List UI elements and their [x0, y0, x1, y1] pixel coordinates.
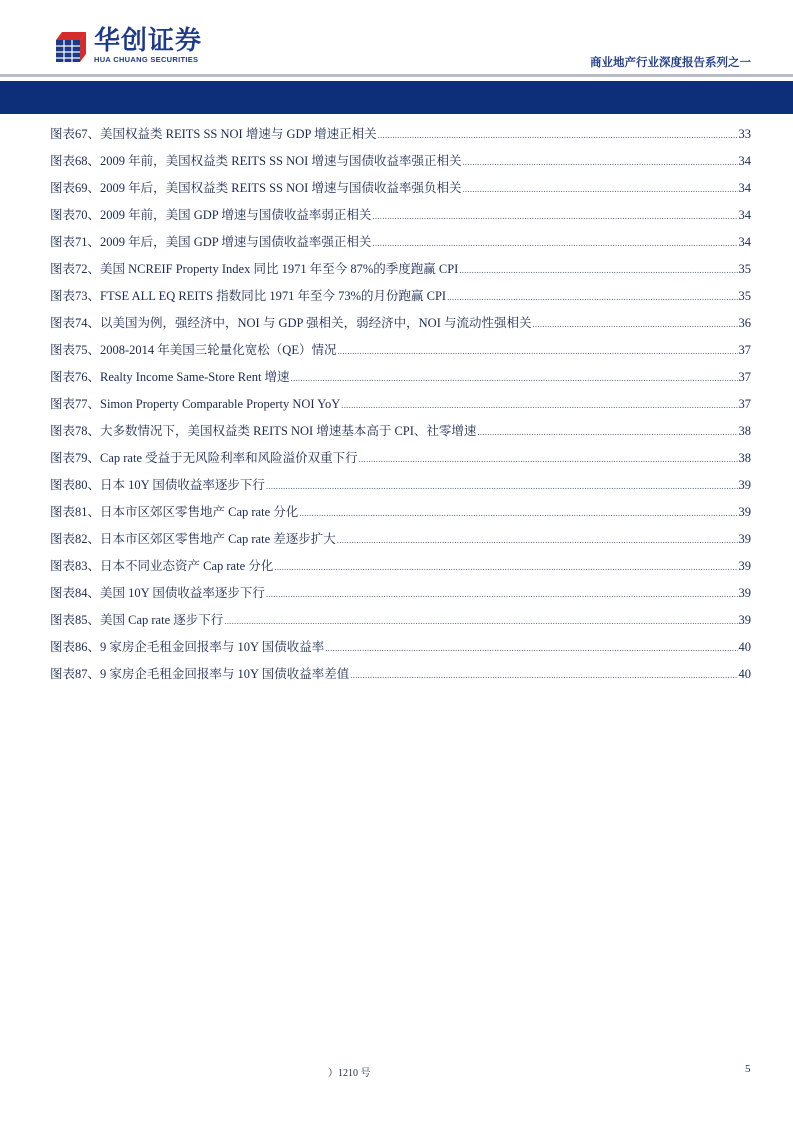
toc-entry[interactable]: [50, 313, 751, 340]
toc-entry-title: 图表86、9 家房企毛租金回报率与 10Y 国债收益率: [50, 640, 325, 654]
toc-entry-title: 图表67、美国权益类 REITS SS NOI 增速与 GDP 增速正相关: [50, 127, 377, 141]
toc-entry-title: 图表77、Simon Property Comparable Property NOI YoY: [50, 397, 341, 411]
toc-entry-title: 图表78、大多数情况下，美国权益类 REITS NOI 增速基本高于 CPI、社零增速: [50, 424, 477, 438]
toc-entry[interactable]: [50, 475, 751, 502]
footer-issue-number: ）1210 号: [328, 1068, 371, 1079]
toc-leader: [325, 643, 737, 653]
toc-entry-page: 34: [738, 208, 751, 222]
toc-entry-page: 34: [738, 181, 751, 195]
toc-leader: [224, 616, 737, 626]
toc-entry[interactable]: [50, 286, 751, 313]
toc-entry[interactable]: [50, 394, 751, 421]
toc-entry-title: 图表73、FTSE ALL EQ REITS 指数同比 1971 年至今 73%的月份跑赢 CPI: [50, 289, 447, 303]
toc-leader: [477, 427, 737, 437]
toc-entry-page: 34: [738, 235, 751, 249]
table-of-figures: [50, 124, 751, 691]
toc-entry-page: 38: [738, 424, 751, 438]
toc-entry-title: 图表82、日本市区郊区零售地产 Cap rate 差逐步扩大: [50, 532, 336, 546]
cube-logo-icon: [52, 26, 90, 64]
toc-leader: [299, 508, 737, 518]
toc-entry[interactable]: [50, 448, 751, 475]
toc-entry-title: 图表85、美国 Cap rate 逐步下行: [50, 613, 224, 627]
toc-entry-title: 图表75、2008-2014 年美国三轮量化宽松（QE）情况: [50, 343, 337, 357]
toc-entry-page: 39: [738, 559, 751, 573]
toc-entry-title: 图表79、Cap rate 受益于无风险利率和风险溢价双重下行: [50, 451, 358, 465]
toc-entry[interactable]: [50, 583, 751, 610]
toc-leader: [378, 130, 738, 140]
toc-entry-title: 图表81、日本市区郊区零售地产 Cap rate 分化: [50, 505, 299, 519]
toc-entry[interactable]: [50, 502, 751, 529]
toc-leader: [337, 535, 738, 545]
toc-entry-page: 39: [738, 613, 751, 627]
toc-entry[interactable]: [50, 421, 751, 448]
toc-leader: [341, 400, 737, 410]
toc-leader: [337, 346, 737, 356]
toc-entry[interactable]: [50, 610, 751, 637]
toc-entry-page: 35: [738, 262, 751, 276]
toc-entry-page: 39: [738, 505, 751, 519]
toc-entry-title: 图表83、日本不同业态资产 Cap rate 分化: [50, 559, 274, 573]
toc-entry-title: 图表80、日本 10Y 国债收益率逐步下行: [50, 478, 265, 492]
toc-leader: [447, 292, 737, 302]
toc-entry-title: 图表74、以美国为例，强经济中，NOI 与 GDP 强相关，弱经济中，NOI 与流动性强相关: [50, 316, 532, 330]
toc-entry-page: 39: [738, 586, 751, 600]
toc-entry-page: 34: [738, 154, 751, 168]
toc-leader: [459, 265, 737, 275]
toc-leader: [266, 481, 738, 491]
toc-entry-page: 37: [738, 397, 751, 411]
toc-entry-title: 图表87、9 家房企毛租金回报率与 10Y 国债收益率差值: [50, 667, 350, 681]
toc-entry-page: 36: [738, 316, 751, 330]
toc-entry-page: 37: [738, 343, 751, 357]
toc-leader: [266, 589, 738, 599]
toc-entry-title: 图表84、美国 10Y 国债收益率逐步下行: [50, 586, 265, 600]
toc-entry[interactable]: [50, 556, 751, 583]
toc-entry[interactable]: [50, 178, 751, 205]
header-band: [0, 81, 793, 114]
toc-entry[interactable]: [50, 340, 751, 367]
toc-entry[interactable]: [50, 367, 751, 394]
toc-entry-page: 40: [738, 667, 751, 681]
toc-entry-title: 图表72、美国 NCREIF Property Index 同比 1971 年至今 87%的季度跑赢 CPI: [50, 262, 459, 276]
toc-entry-page: 39: [738, 478, 751, 492]
toc-entry-page: 40: [738, 640, 751, 654]
page-header: [0, 0, 793, 118]
toc-leader: [372, 238, 737, 248]
page-number: 5: [745, 1063, 751, 1075]
toc-entry[interactable]: [50, 529, 751, 556]
toc-leader: [274, 562, 737, 572]
toc-leader: [462, 157, 737, 167]
brand-name-en: HUA CHUANG SECURITIES: [94, 55, 199, 64]
toc-entry[interactable]: [50, 124, 751, 151]
toc-leader: [359, 454, 738, 464]
toc-leader: [372, 211, 737, 221]
toc-entry[interactable]: [50, 205, 751, 232]
toc-entry[interactable]: [50, 259, 751, 286]
toc-entry-title: 图表69、2009 年后，美国权益类 REITS SS NOI 增速与国债收益率强负相关: [50, 181, 462, 195]
toc-entry-title: 图表70、2009 年前，美国 GDP 增速与国债收益率弱正相关: [50, 208, 372, 222]
toc-entry[interactable]: [50, 232, 751, 259]
toc-entry-title: 图表71、2009 年后，美国 GDP 增速与国债收益率强正相关: [50, 235, 372, 249]
toc-entry-title: 图表68、2009 年前，美国权益类 REITS SS NOI 增速与国债收益率强正相关: [50, 154, 462, 168]
toc-entry-page: 39: [738, 532, 751, 546]
toc-entry-title: 图表76、Realty Income Same-Store Rent 增速: [50, 370, 290, 384]
toc-entry-page: 37: [738, 370, 751, 384]
toc-entry-page: 38: [738, 451, 751, 465]
toc-entry-page: 33: [738, 127, 751, 141]
brand-name-cn: 华创证券: [94, 26, 203, 56]
series-title: 商业地产行业深度报告系列之一: [590, 55, 751, 69]
toc-leader: [462, 184, 737, 194]
toc-entry[interactable]: [50, 151, 751, 178]
toc-entry[interactable]: [50, 637, 751, 664]
toc-entry-page: 35: [738, 289, 751, 303]
toc-leader: [532, 319, 737, 329]
toc-leader: [291, 373, 738, 383]
header-divider: [0, 74, 793, 77]
toc-leader: [350, 670, 737, 680]
toc-entry[interactable]: [50, 664, 751, 691]
